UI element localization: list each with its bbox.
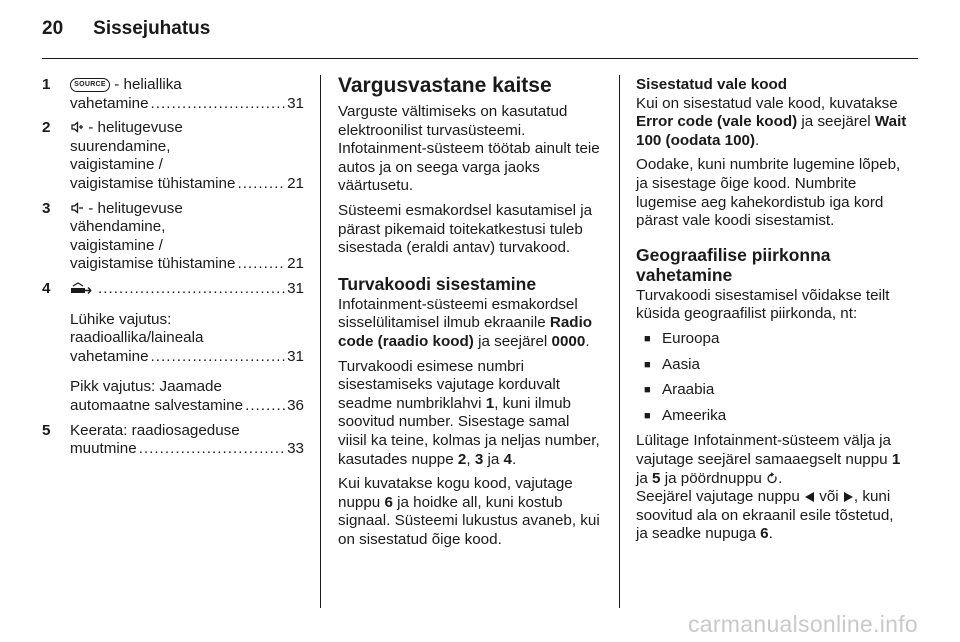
page-ref: 31 <box>287 347 304 365</box>
region-list <box>636 330 908 425</box>
page-ref: 36 <box>287 396 304 414</box>
anti-theft-section <box>338 76 602 555</box>
page-ref: 21 <box>287 174 304 192</box>
list-item: ■ Aasia <box>636 356 908 375</box>
arrow-left-icon <box>804 491 815 503</box>
page-ref: 33 <box>287 440 304 458</box>
volume-up-icon <box>70 120 84 134</box>
paragraph: Kui kuvatakse kogu kood, vajutage nuppu 6 ja hoidke all, kuni kostub signaal. Süsteemi lukustus avaneb, kui on sisestatud õige kood. <box>338 475 600 548</box>
paragraph: Turvakoodi sisestamisel võidakse teilt küsida geograafilist piirkonda, nt: <box>636 286 890 323</box>
radio-band-icon <box>70 281 96 295</box>
item-number: 4 <box>42 279 51 297</box>
paragraph: Oodake, kuni numbrite lugemine lõpeb, ja sisestage õige kood. Numbrite lugemise aeg kahekordistub iga kord pärast vale koodi sisestamist. <box>636 156 901 230</box>
paragraph: Turvakoodi esimese numbri sisestamiseks vajutage korduvalt seadme numbriklahvi 1, kuni ilmub soovitud number. Sisestage samal viisil ka teine, kolmas ja neljas number, kasutades nuppe 2, 3 ja 4. <box>338 357 600 468</box>
rotary-knob-icon <box>766 472 778 485</box>
item-number: 1 <box>42 76 51 93</box>
subsection-heading: Geograafilise piirkonna vahetamine <box>636 244 831 285</box>
item-number: 3 <box>42 199 51 217</box>
list-item: 5 Keerata: raadiosageduse muutmine . . . 33 <box>42 422 304 459</box>
paragraph: Infotainment-süsteemi esmakordsel sisselülitamisel ilmub ekraanile Radio code (raadio kood) ja seejärel 0000. <box>338 295 593 350</box>
section-heading: Vargusvastane kaitse <box>338 74 552 97</box>
watermark: carmanualsonline.info <box>687 611 918 637</box>
source-button-icon: SOURCE <box>70 78 110 92</box>
wrong-code-section <box>636 76 908 550</box>
subsection-heading: Turvakoodi sisestamine <box>338 273 537 294</box>
list-item <box>42 280 304 299</box>
paragraph: Lülitage Infotainment-süsteem välja ja vajutage seejärel samaaegselt nuppu 1 ja 5 ja pöördnuppu . <box>636 432 901 487</box>
list-subitem: Lühike vajutus: raadioallika/laineala vahetamine . . . 31 <box>42 311 304 367</box>
arrow-right-icon <box>843 491 854 503</box>
page-number: 20 <box>42 18 64 39</box>
column-divider-1 <box>320 75 321 608</box>
column-divider-2 <box>619 75 620 608</box>
page-ref: 21 <box>287 255 304 273</box>
list-subitem: Pikk vajutus: Jaamade automaatne salvestamine . . . 36 <box>42 378 304 415</box>
paragraph: Kui on sisestatud vale kood, kuvatakse Error code (vale kood) ja seejärel Wait 100 (oodata 100). <box>636 94 907 149</box>
paragraph: Süsteemi esmakordsel kasutamisel ja pärast pikemaid toitekatkestusi tuleb sisestada (eraldi antav) turvakood. <box>338 201 593 257</box>
list-item: ■ Araabia <box>636 381 908 400</box>
list-item: ■ Ameerika <box>636 407 908 426</box>
list-item: 3 - helitugevuse vähendamine, vaigistamine / vaigistamise tühistamine . . . 21 <box>42 200 304 274</box>
volume-down-icon <box>70 201 84 215</box>
list-item: 1 SOURCE - heliallika vahetamine . . . 31 <box>42 76 304 113</box>
controls-list <box>42 76 304 465</box>
page-title: Sissejuhatus <box>93 18 211 39</box>
page-ref: 31 <box>287 94 304 112</box>
paragraph: Varguste vältimiseks on kasutatud elektroonilist turvasüsteemi. Infotainment-süsteem töötab ainult teie autos ja on seega varga jaoks väärtusetu. <box>338 103 600 195</box>
item-number: 2 <box>42 119 51 137</box>
list-item: 2 - helitugevuse suurendamine, vaigistamine / vaigistamise tühistamine . . . 21 <box>42 119 304 193</box>
paragraph: Seejärel vajutage nuppu või , kuni soovitud ala on ekraanil esile tõstetud, ja seadke nupuga 6. <box>636 488 894 543</box>
header-rule <box>42 58 918 59</box>
page-ref: 31 <box>287 279 304 297</box>
list-item: ■ Euroopa <box>636 330 908 349</box>
item-number: 5 <box>42 421 51 439</box>
page-header <box>42 18 210 50</box>
subsection-heading: Sisestatud vale kood <box>636 76 788 93</box>
